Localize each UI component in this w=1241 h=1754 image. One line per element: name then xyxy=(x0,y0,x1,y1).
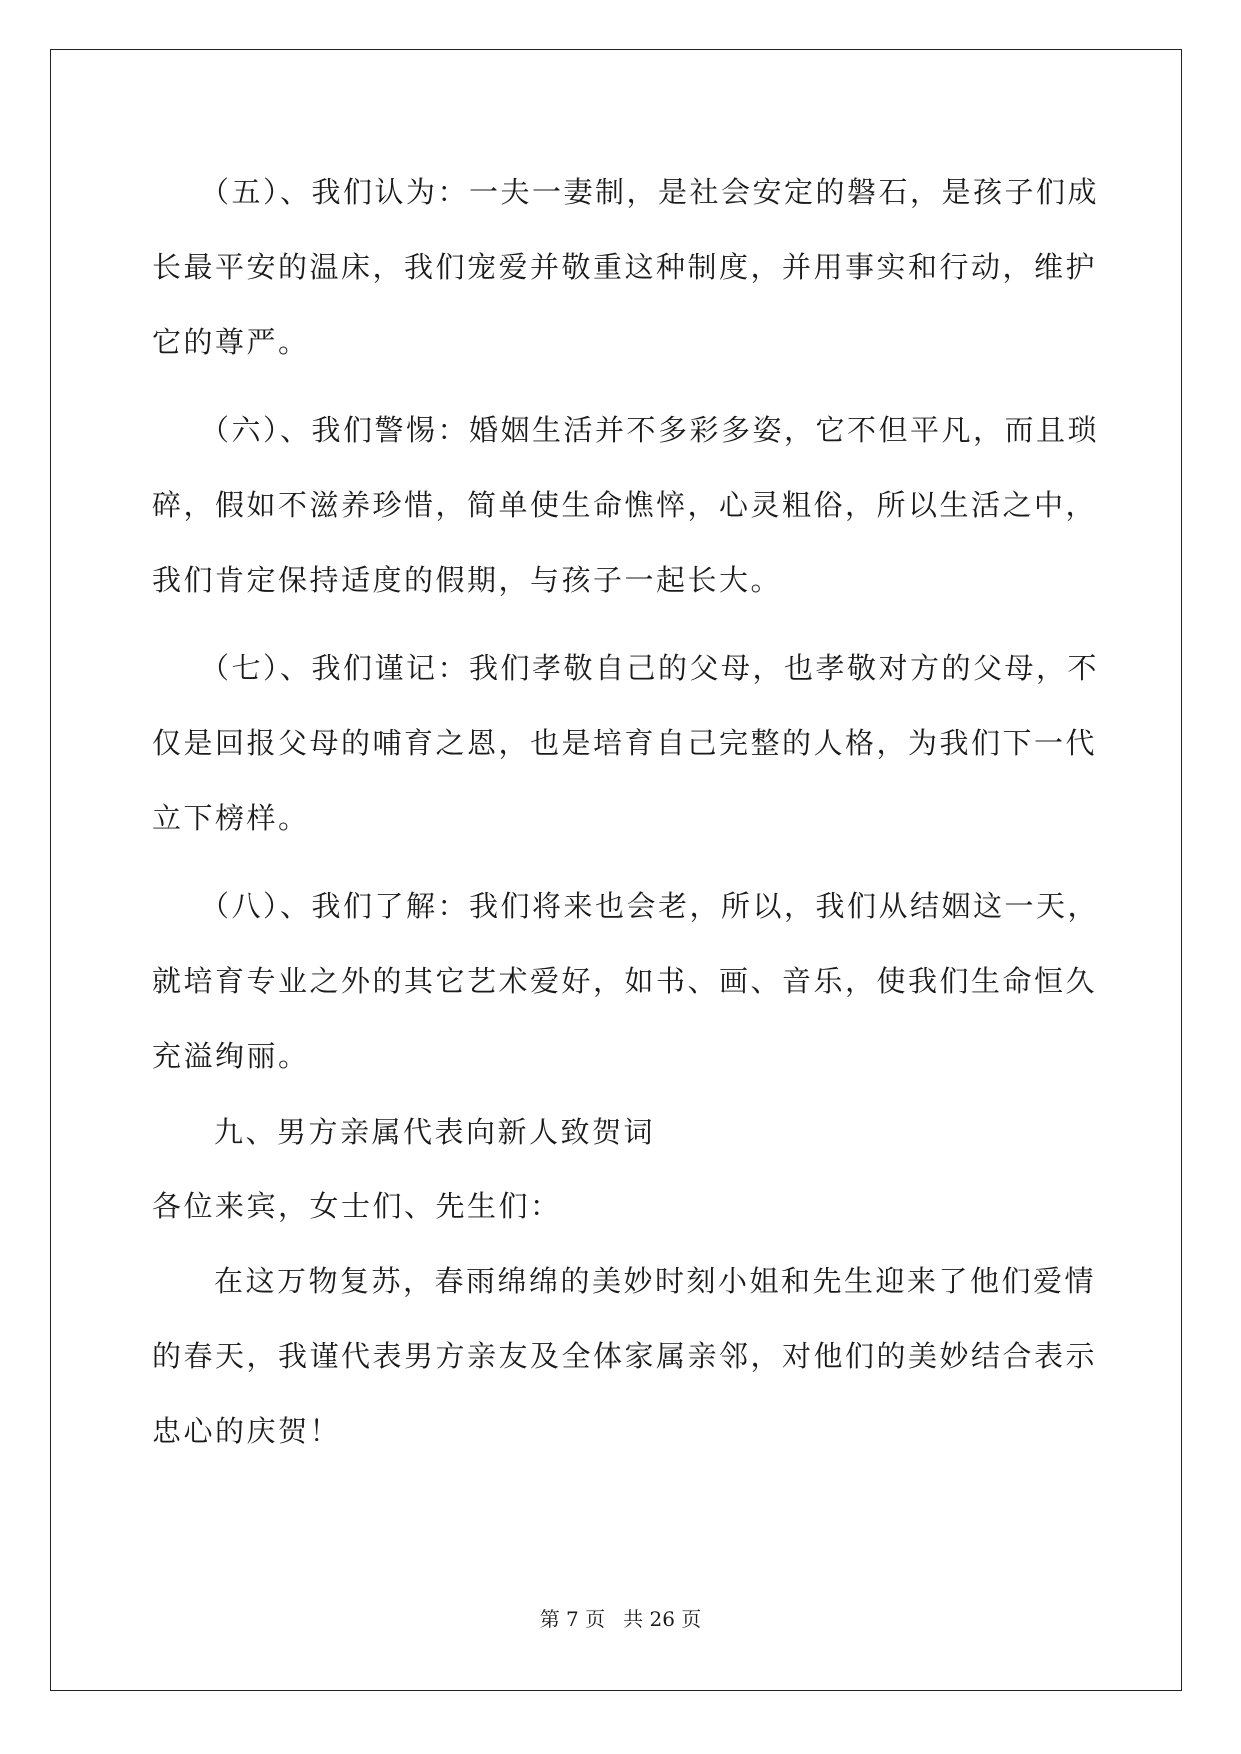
page-total: 共 26 页 xyxy=(623,1607,702,1631)
paragraph-6-line-2: 碎，假如不滋养珍惜，简单使生命憔悴，心灵粗俗，所以生活之中， xyxy=(152,488,1098,522)
salutation: 各位来宾，女士们、先生们： xyxy=(152,1189,562,1223)
congrats-line-3: 忠心的庆贺！ xyxy=(152,1414,342,1448)
congrats-line-2: 的春天，我谨代表男方亲友及全体家属亲邻，对他们的美妙结合表示 xyxy=(152,1339,1098,1373)
paragraph-8-line-1: （八）、我们了解：我们将来也会老，所以，我们从结姻这一天， xyxy=(200,889,1100,923)
paragraph-8-line-3: 充溢绚丽。 xyxy=(152,1039,310,1073)
paragraph-5-line-1: （五）、我们认为：一夫一妻制，是社会安定的磐石，是孩子们成 xyxy=(200,175,1100,209)
paragraph-7-line-3: 立下榜样。 xyxy=(152,801,310,835)
paragraph-5-line-2: 长最平安的温床，我们宠爱并敬重这种制度，并用事实和行动，维护 xyxy=(152,250,1098,284)
paragraph-7-line-2: 仅是回报父母的哺育之恩，也是培育自己完整的人格，为我们下一代 xyxy=(152,726,1098,760)
page-number: 第 7 页 xyxy=(539,1607,606,1631)
paragraph-8-line-2: 就培育专业之外的其它艺术爱好，如书、画、音乐，使我们生命恒久 xyxy=(152,964,1098,998)
congrats-line-1: 在这万物复苏，春雨绵绵的美妙时刻小姐和先生迎来了他们爱情 xyxy=(214,1264,1097,1298)
paragraph-6-line-1: （六）、我们警惕：婚姻生活并不多彩多姿，它不但平凡，而且琐 xyxy=(200,413,1100,447)
paragraph-5-line-3: 它的尊严。 xyxy=(152,325,310,359)
paragraph-7-line-1: （七）、我们谨记：我们孝敬自己的父母，也孝敬对方的父母，不 xyxy=(200,651,1100,685)
paragraph-6-line-3: 我们肯定保持适度的假期，与孩子一起长大。 xyxy=(152,563,783,597)
page-footer xyxy=(0,1605,1241,1633)
section-heading: 九、男方亲属代表向新人致贺词 xyxy=(214,1115,656,1149)
